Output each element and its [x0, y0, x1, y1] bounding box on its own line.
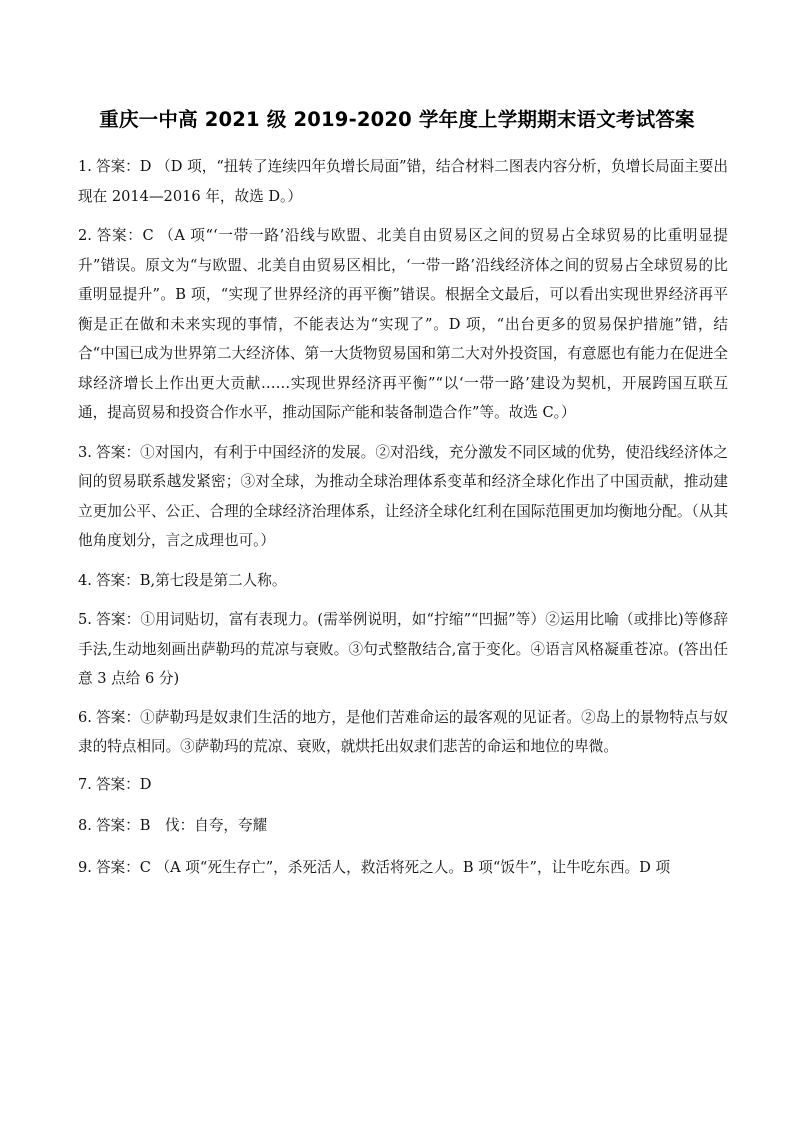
- answer-item-9: [78, 853, 728, 883]
- answer-item-7: [78, 770, 728, 800]
- item-number: 1.: [78, 158, 92, 175]
- answer-list: [78, 152, 728, 892]
- answer-item-8: [78, 811, 728, 841]
- item-text: 答案：①对国内，有利于中国经济的发展。②对沿线，充分激发不同区域的优势，使沿线经济体之间的贸易联系越发紧密；③对全球，为推动全球治理体系变革和经济全球化作出了中国贡献，推动建立更加公平、公正、合理的全球经济治理体系，让经济全球化红利在国际范围更加均衡地分配。（从其他角度划分，言之成理也可。）: [78, 443, 728, 549]
- item-number: 9.: [78, 858, 92, 876]
- item-text: 答案：D: [95, 775, 152, 793]
- answer-item-2: [78, 221, 728, 428]
- answer-item-5: [78, 605, 728, 694]
- answer-item-3: [78, 438, 728, 556]
- item-text: 答案：B 伐：自夸，夸耀: [95, 817, 268, 834]
- item-text: 答案：①用词贴切，富有表现力。(需举例说明，如“拧缩”“凹掘”等）②运用比喻（或排比)等修辞手法,生动地刻画出萨勒玛的荒凉与衰败。③句式整散结合,富于变化。④语言风格凝重苍凉。(答出任意 3 点给 6 分): [78, 611, 728, 687]
- item-number: 2.: [78, 227, 92, 244]
- answer-item-6: [78, 703, 728, 762]
- item-text: 答案：①萨勒玛是奴隶们生活的地方，是他们苦难命运的最客观的见证者。②岛上的景物特点与奴隶的特点相同。③萨勒玛的荒凉、衰败，就烘托出奴隶们悲苦的命运和地位的卑微。: [78, 708, 728, 755]
- item-number: 6.: [78, 708, 92, 726]
- item-number: 4.: [78, 571, 92, 589]
- item-number: 7.: [78, 775, 92, 793]
- item-number: 5.: [78, 611, 92, 628]
- item-number: 3.: [78, 443, 92, 461]
- item-text: 答案：C （A 项“死生存亡”，杀死活人，救活将死之人。B 项“饭牛”，让牛吃东西。D 项: [95, 858, 671, 876]
- item-text: 答案：D （D 项，“扭转了连续四年负增长局面”错，结合材料二图表内容分析，负增长局面主要出现在 2014—2016 年，故选 D。）: [78, 158, 728, 205]
- document-title: 重庆一中高 2021 级 2019-2020 学年度上学期期末语文考试答案: [99, 108, 695, 131]
- item-text: 答案：C （A 项“‘一带一路’沿线与欧盟、北美自由贸易区之间的贸易占全球贸易的比重明显提升”错误。原文为“与欧盟、北美自由贸易区相比，‘一带一路’沿线经济体之间的贸易占全球贸易的比重明显提升”。B 项，“实现了世界经济的再平衡”错误。根据全文最后，可以看出实现世界经济再平衡是正在做和未来实现的事情，不能表达为“实现了”。D 项，“出台更多的贸易保护措施”错，结合“中国已成为世界第二大经济体、第一大货物贸易国和第二大对外投资国，有意愿也有能力在促进全球经济增长上作出更大贡献……实现世界经济再平衡”“以‘一带一路’建设为契机，开展跨国互联互通，提高贸易和投资合作水平，推动国际产能和装备制造合作”等。故选 C。）: [78, 227, 728, 421]
- answer-item-4: [78, 566, 728, 596]
- item-number: 8.: [78, 817, 92, 834]
- item-text: 答案：B,第七段是第二人称。: [95, 571, 287, 589]
- answer-item-1: [78, 152, 728, 211]
